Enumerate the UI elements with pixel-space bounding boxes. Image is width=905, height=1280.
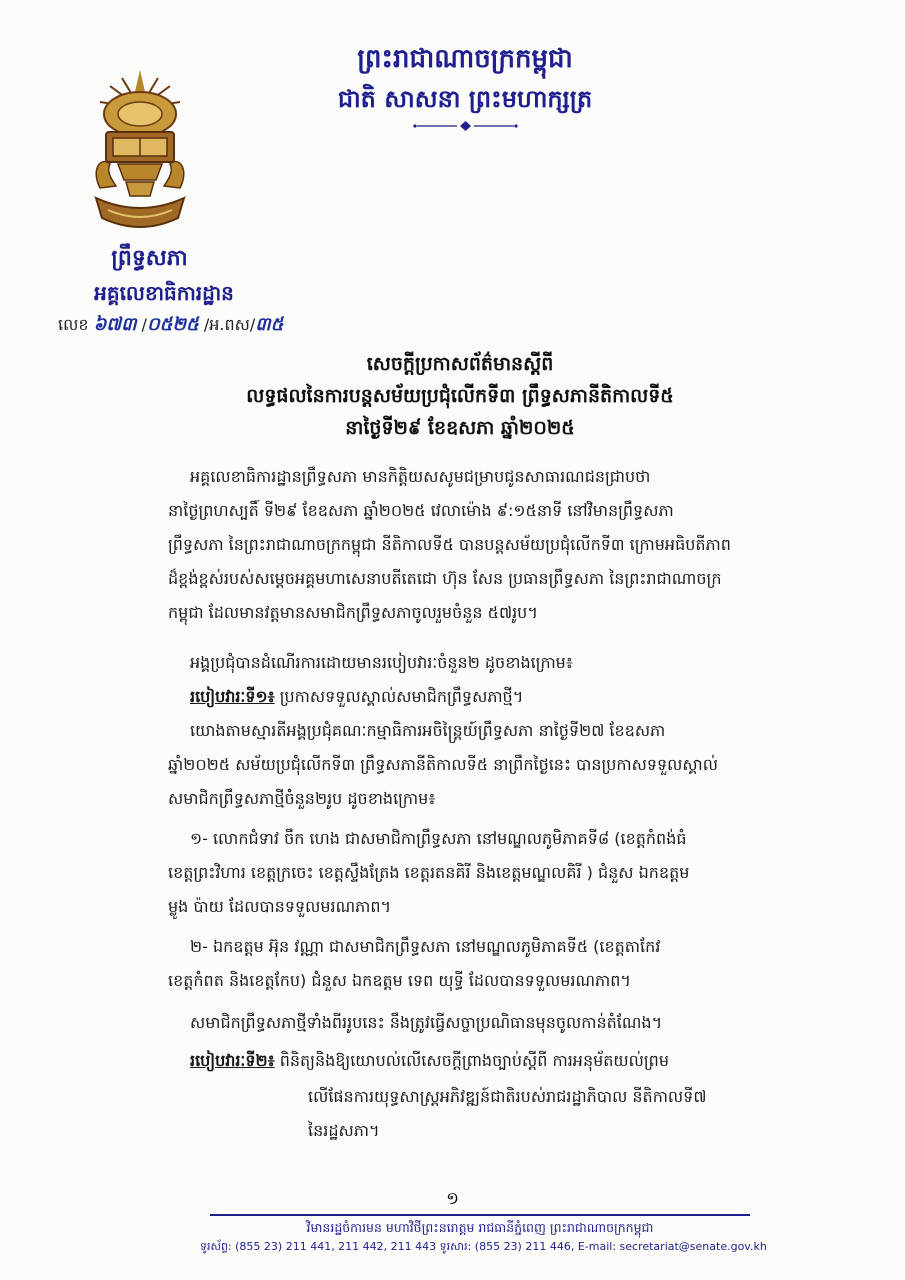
kingdom-title: ព្រះរាជាណាចក្រកម្ពុជា	[357, 44, 573, 74]
new-member-2-rest	[168, 964, 808, 998]
department-name: អគ្គលេខាធិការដ្ឋាន	[94, 281, 234, 305]
agenda-1-label: របៀបវារៈទី១៖	[190, 687, 275, 706]
text-line: ដ៏ខ្ពង់ខ្ពស់របស់សម្តេចអគ្គមហាសេនាបតីតេជោ ហ៊ុន សែន ប្រធានព្រឹទ្ធសភា នៃព្រះរាជាណាចក្រ	[168, 569, 722, 588]
page-number: ១	[446, 1189, 459, 1209]
new-member-2-first	[190, 930, 830, 964]
institution-name: ព្រឹទ្ធសភា	[111, 246, 188, 271]
reference-number	[58, 312, 283, 339]
oath-statement	[190, 1006, 830, 1040]
text-line: ២- ឯកឧត្តម អ៊ុន វណ្ណា ជាសមាជិកព្រឹទ្ធសភា នៅមណ្ឌលភូមិភាគទី៥ (ខេត្តតាកែវ	[190, 937, 661, 956]
footer-address: វិមានរដ្ឋចំការមន មហាវិថីព្រះនរោត្តម រាជធានីភ្នំពេញ ព្រះរាជាណាចក្រកម្ពុជា	[306, 1220, 654, 1235]
reference-separator: /	[136, 315, 147, 334]
agenda-1-body-rest	[168, 748, 808, 816]
text-line: ខេត្តព្រះវិហារ ខេត្តក្រចេះ ខេត្តស្ទឹងត្រែង ខេត្តរតនគិរី និងខេត្តមណ្ឌលគិរី ) ជំនួស ឯកឧត្តម	[168, 863, 690, 882]
ornament-divider	[413, 120, 518, 132]
text-line: អង្គប្រជុំបានដំណើរការដោយមានរបៀបវារៈចំនួន២ ដូចខាងក្រោម៖	[190, 653, 573, 672]
new-member-1-rest	[168, 856, 808, 924]
reference-handwritten-date: ០៥២៥	[146, 314, 199, 335]
reference-handwritten-number: ៦៧៣	[93, 314, 137, 335]
agenda-2-title: ពិនិត្យនិងឱ្យយោបល់លើសេចក្តីព្រាងច្បាប់ស្តីពី ការអនុម័តយល់ព្រម	[274, 1051, 669, 1070]
text-line: នៃរដ្ឋសភា។	[308, 1121, 380, 1140]
text-line: លើផែនការយុទ្ធសាស្ត្រអភិវឌ្ឍន៍ជាតិរបស់រាជរដ្ឋាភិបាល នីតិកាលទី៧	[308, 1087, 707, 1106]
document-title-line-1: សេចក្តីប្រកាសព័ត៌មានស្តីពី	[366, 353, 554, 375]
text-line: សមាជិកព្រឹទ្ធសភាថ្មីចំនួន២រូប ដូចខាងក្រោម៖	[168, 789, 436, 808]
intro-paragraph-continued	[168, 494, 808, 630]
agenda-2-label: របៀបវារៈទី២៖	[190, 1051, 275, 1070]
senate-emblem-icon	[86, 68, 194, 238]
text-line: កម្ពុជា ដែលមានវត្តមានសមាជិកព្រឹទ្ធសភាចូលរួមចំនួន ៥៧រូប។	[168, 603, 538, 622]
reference-office-code: /អ.ពស/	[198, 315, 256, 334]
text-line: អគ្គលេខាធិការដ្ឋានព្រឹទ្ធសភា មានកិត្តិយសសូមជម្រាបជូនសាធារណជនជ្រាបថា	[190, 467, 651, 486]
text-line: ឆ្នាំ២០២៥ សម័យប្រជុំលើកទី៣ ព្រឹទ្ធសភានីតិកាលទី៥ នាព្រឹកថ្ងៃនេះ បានប្រកាសទទួលស្គាល់	[168, 755, 718, 774]
text-line: ម្លូង ប៉ាយ ដែលបានទទួលមរណភាព។	[168, 897, 392, 916]
reference-handwritten-suffix: ៣៥	[255, 314, 284, 335]
footer-divider	[210, 1214, 750, 1216]
text-line: ព្រឹទ្ធសភា នៃព្រះរាជាណាចក្រកម្ពុជា នីតិកាលទី៥ បានបន្តសម័យប្រជុំលើកទី៣ ក្រោមអធិបតីភាព	[168, 535, 731, 554]
document-title-line-3: នាថ្ងៃទី២៩ ខែឧសភា ឆ្នាំ២០២៥	[345, 417, 575, 439]
agenda-intro	[190, 646, 830, 680]
national-motto: ជាតិ សាសនា ព្រះមហាក្សត្រ	[337, 85, 593, 113]
agenda-2-continuation	[308, 1080, 808, 1148]
reference-prefix: លេខ	[58, 315, 94, 334]
text-line: ១- លោកជំទាវ ចឹក ហេង ជាសមាជិកាព្រឹទ្ធសភា នៅមណ្ឌលភូមិភាគទី៨ (ខេត្តកំពង់ធំ	[190, 829, 687, 848]
text-line: ខេត្តកំពត និងខេត្តកែប) ជំនួស ឯកឧត្តម ទេព យុទ្ធី ដែលបានទទួលមរណភាព។	[168, 971, 631, 990]
footer-contact: ទូរស័ព្ទ: (855 23) 211 441, 211 442, 211 443 ទូរសារ: (855 23) 211 446, E-mail: secretariat@senate.gov.kh	[200, 1240, 767, 1253]
agenda-1-title: ប្រកាសទទួលស្គាល់សមាជិកព្រឹទ្ធសភាថ្មី។	[274, 687, 524, 706]
text-line: សមាជិកព្រឹទ្ធសភាថ្មីទាំងពីររូបនេះ នឹងត្រូវធ្វើសច្ចាប្រណិធានមុនចូលកាន់តំណែង។	[190, 1013, 663, 1032]
agenda-item-2	[190, 1044, 830, 1078]
agenda-1-body-first	[190, 714, 830, 748]
intro-paragraph	[190, 460, 830, 494]
text-line: យោងតាមស្មារតីអង្គប្រជុំគណៈកម្មាធិការអចិន្ត្រៃយ៍ព្រឹទ្ធសភា នាថ្ងៃទី២៧ ខែឧសភា	[190, 721, 666, 740]
new-member-1-first	[190, 822, 830, 856]
agenda-item-1	[190, 680, 830, 714]
document-title-line-2: លទ្ធផលនៃការបន្តសម័យប្រជុំលើកទី៣ ព្រឹទ្ធសភានីតិកាលទី៥	[246, 385, 674, 407]
text-line: នាថ្ងៃព្រហស្បតិ៍ ទី២៩ ខែឧសភា ឆ្នាំ២០២៥ វេលាម៉ោង ៩:១៥នាទី នៅវិមានព្រឹទ្ធសភា	[168, 501, 674, 520]
